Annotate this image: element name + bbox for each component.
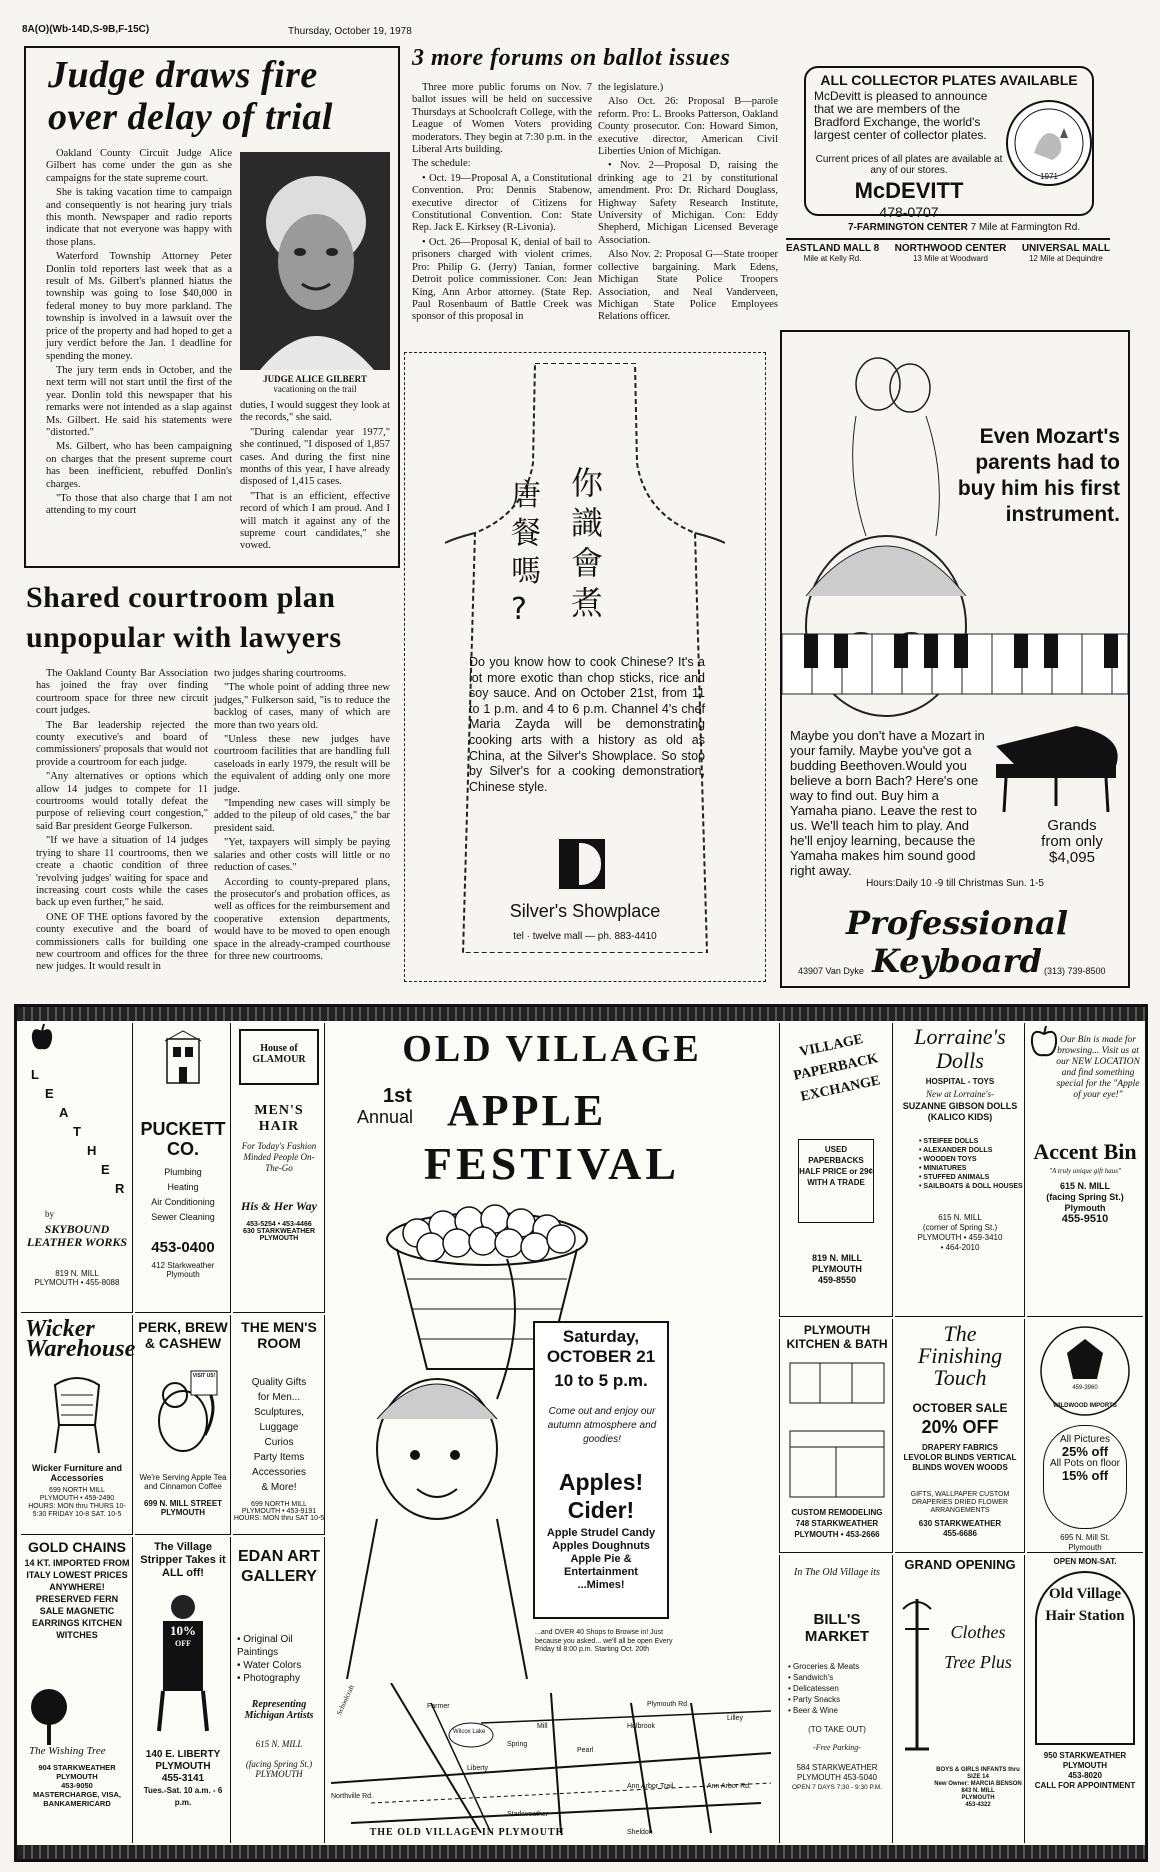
ad-finishing-touch [895, 1319, 1025, 1553]
mcdevitt-ad [786, 66, 1110, 272]
street-lilley: Lilley [727, 1715, 743, 1722]
wildwood-name: WILDWOOD IMPORTS [1053, 1403, 1117, 1409]
leather-letters: L E A T H E R [31, 1067, 125, 1196]
silvers-name: Silver's Showplace [509, 901, 661, 921]
ad-lorraines-dolls [895, 1023, 1025, 1317]
glamour-name: MEN'S HAIR [254, 1103, 304, 1134]
silvers-logo [559, 839, 605, 889]
mensroom-name: THE MEN'S ROOM [241, 1319, 317, 1351]
ad-gold-chains [21, 1537, 133, 1843]
court-headline-1: Shared courtroom plan [26, 581, 336, 614]
stripper-figure [153, 1593, 213, 1733]
ad-hair-station [1027, 1555, 1143, 1843]
stripper-badge: 10% OFF [170, 1623, 196, 1648]
edan-items: • Original Oil Paintings • Water Colors • Photography [237, 1634, 302, 1684]
festival-apples: Apples! [558, 1469, 644, 1495]
puckett-address: 412 Starkweather Plymouth [151, 1261, 215, 1279]
glamour-tag: For Today's Fashion Minded People On-The-Go [241, 1141, 317, 1173]
chinese-text-col-2: 唐 餐 嗎 ? [511, 478, 541, 627]
festival-items: Apple Strudel Candy Apples Doughnuts Apple Pie & Entertainment ...Mimes! [546, 1527, 656, 1591]
court-column-2: two judges sharing courtrooms. "The whole point of adding three new judges," Fulkerson said, "is to reduce the backlog of cases, many of which are more than two years old. "Unless these new judges have courtroom facilities that are handling full caseloads in early 1979, the result will be the equivalent of adding only one more judge. "Impending new cases will simply be added to the pileup of old cases," the bar president said. "Yet, taxpayers will simply be paying salaries and other costs will little or no reduction of cases." According to county-prepared plans, the prosecutor's and probation offices, as well as offices for the reimbursement and cooperative extension departments, would have to be moved to open enough space in the already-cramped courthouse for three new courtrooms. [214, 668, 390, 962]
judge-column-2: duties, I would suggest they look at the records," she said. "During calendar year 1977," she continued, "I disposed of 1,857 cases. And during the first nine months of this year, I have already disposed of 1,415 cases. "That is an efficient, effective record of which I am proud. And I will match it against any of the supreme court candidates," she vowed. [240, 400, 390, 552]
ad-clothes-tree [895, 1555, 1025, 1843]
festival-cider: Cider! [567, 1497, 635, 1523]
bills-parking: -Free Parking- [813, 1743, 861, 1752]
ad-plymouth-kitchen [779, 1319, 893, 1553]
mozart-phone: (313) 739-8500 [1044, 966, 1106, 976]
mozart-price-block: Grands from only $4,095 [1041, 817, 1103, 866]
puckett-name: PUCKETT CO. [140, 1119, 226, 1159]
festival-date-2: OCTOBER 21 [546, 1347, 656, 1366]
wishing-tree-image [29, 1687, 69, 1747]
perk-name: PERK, BREW & CASHEW [138, 1319, 228, 1351]
hair-name: Old Village Hair Station [1035, 1571, 1135, 1745]
festival-title-3: FESTIVAL [423, 1138, 681, 1189]
ad-leather [21, 1023, 133, 1313]
ad-glamour [233, 1023, 325, 1313]
judge-headline-1: Judge draws fire [48, 54, 318, 96]
mozart-address: 43907 Van Dyke [798, 966, 864, 976]
bills-items: • Groceries & Meats • Sandwich's • Delicatessen • Party Snacks • Beer & Wine [788, 1662, 860, 1715]
festival-apple: APPLE [447, 1086, 607, 1135]
accent-intro: Our Bin is made for browsing... Visit us at our NEW LOCATION and find something special for the "Apple of your eye!" [1056, 1035, 1140, 1100]
puckett-services: Plumbing Heating Air Conditioning Sewer Cleaning [151, 1167, 215, 1222]
ad-accent-bin [1027, 1023, 1143, 1317]
ad-bills-market [779, 1555, 893, 1843]
kitchen-address: CUSTOM REMODELING 748 STARKWEATHER PLYMOUTH • 453-2666 [791, 1508, 883, 1539]
mcdevitt-name: McDEVITT [854, 178, 964, 203]
mcdevitt-center: 7-FARMINGTON CENTER 7 Mile at Farmington Rd. [848, 222, 1081, 233]
wicker-name: Wicker Warehouse [25, 1316, 136, 1362]
mcdevitt-phone: 478-0707 [879, 204, 939, 220]
ad-mens-room [233, 1315, 325, 1535]
mensroom-items: Quality Gifts for Men... Sculptures, Luggage Curios Party Items Accessories & More! [251, 1377, 307, 1493]
forums-column-1: Three more public forums on Nov. 7 ballot issues will be held on successive Thursdays at Schoolcraft College, with the League of Women Voters providing moderators. They begin at 7:30 p.m. in the Liberal Arts building. The schedule: • Oct. 19—Proposal A, a Constitutional Convention. Pro: Dennis Stabenow, executive director of Citizens for Constitutional Convention. Con: State Rep. Jack E. Kirksey (R-Livonia). • Oct. 26—Proposal K, denial of bail to prisoners charged with violent crimes. Pro: Philip G. (Jerry) Tanian, former Detroit police commissioner. Con: Jean King, Ann Arbor attorney. (State Rep. Paul Rosenbaum of Battle Creek was sponsor of this proposal in [412, 82, 592, 323]
street-schoolcraft: Schoolcraft [335, 1683, 356, 1717]
wicker-chair-image [45, 1375, 109, 1455]
finishing-sale: OCTOBER SALE [912, 1401, 1008, 1415]
accent-tag: "A truly unique gift haus" [1049, 1167, 1121, 1175]
ad-village-stripper [135, 1537, 231, 1843]
finishing-items: DRAPERY FABRICS LEVOLOR BLINDS VERTICAL BLINDS WOVEN WOODS [903, 1443, 1017, 1472]
judge-headline-2: over delay of trial [48, 96, 333, 138]
wildwood-phone: 459-3960 [1072, 1385, 1098, 1391]
festival-annual: Annual [357, 1107, 414, 1127]
glamour-sub: His & Her Way [241, 1199, 317, 1213]
mozart-headline: Even Mozart's parents had to buy him his first instrument. [957, 425, 1120, 526]
wicker-address: 699 NORTH MILL PLYMOUTH • 459-2490 HOURS: MON thru THURS 10-5:30 FRIDAY 10-8 SAT. 10-5 [28, 1487, 126, 1518]
edan-address: 615 N. MILL (facing Spring St.) PLYMOUTH [245, 1739, 313, 1779]
chinese-text-col-1: 你 識 會 煮 [571, 464, 604, 622]
finishing-gifts: GIFTS, WALLPAPER CUSTOM DRAPERIES DRIED FLOWER ARRANGEMENTS [910, 1491, 1010, 1514]
mcdevitt-sub: Current prices of all plates are available at any of our stores. [815, 154, 1003, 176]
court-headline-2: unpopular with lawyers [26, 621, 342, 654]
lorraine-address: 615 N. MILL (corner of Spring St.) PLYMOUTH • 459-3410 • 464-2010 [917, 1213, 1003, 1252]
street-farmer: Farmer [427, 1703, 450, 1710]
mcdevitt-title: ALL COLLECTOR PLATES AVAILABLE [820, 72, 1078, 88]
plate-year: 1971 [1040, 172, 1058, 181]
forums-column-2: the legislature.) Also Oct. 26: Proposal B—parole reform. Pro: L. Brooks Patterson, Oakland County prosecutor. Con: Howard Simon, executive director, American Civil Liberties Union of Michigan. • Nov. 2—Proposal D, raising the drinking age to 21 by constitutional amendment. Pro: Dr. Richard Douglass, Highway Safety Research Institute, University of Michigan. Con: Eddy Shepherd, Michigan Licensed Beverage Association. Also Nov. 2: Proposal G—State trooper collective bargaining. Mark Edens, Michigan State Police Troopers Association, and Neal Vanderveen, Michigan State Police Employees Relations officer. [598, 82, 778, 323]
street-mill: Mill [537, 1723, 548, 1730]
glamour-address: 453-5254 • 453-4466 630 STARKWEATHER PLYMOUTH [242, 1221, 316, 1242]
street-starkweather: Starkweather [507, 1811, 549, 1818]
street-liberty: Liberty [467, 1765, 489, 1772]
court-column-1: The Oakland County Bar Association has joined the fray over finding courtroom space for three new circuit court judges. The Bar leadership rejected the county executive's and board of commissioners' proposals that would not provide a courtroom for each judge. "Any alternatives or options which allow 14 judges to compete for 11 courtrooms would totally defeat the purpose of relieving court congestion," said Bar president George Fulkerson. "If we have a situation of 14 judges trying to share 11 courtrooms, then we create a chaotic condition of three 'revolving judges' waiting for space and increasing court costs while the cases back up even further," he said. ONE OF THE options favored by the county executive and the board of commissioners calls for building one new courtroom and offices for the three new judges. It would result in [36, 668, 208, 973]
ad-wildwood-imports [1027, 1319, 1143, 1553]
street-sheldon: Sheldon [627, 1829, 653, 1836]
paperback-used: USED PAPERBACKS HALF PRICE or 29¢ WITH A TRADE [798, 1139, 874, 1223]
mozart-ad [780, 330, 1130, 988]
clothes-name: Clothes Tree Plus [944, 1622, 1012, 1672]
accent-name: Accent Bin [1033, 1139, 1137, 1164]
forums-headline: 3 more forums on ballot issues [412, 45, 731, 71]
street-pearl: Pearl [577, 1747, 594, 1754]
ad-edan-gallery [233, 1537, 325, 1843]
leather-by: by [45, 1209, 54, 1219]
leather-address: 819 N. MILL PLYMOUTH • 455-8088 [34, 1269, 120, 1287]
kitchen-name: PLYMOUTH KITCHEN & BATH [786, 1323, 888, 1351]
puckett-phone: 453-0400 [151, 1239, 215, 1256]
perk-address: 699 N. MILL STREET PLYMOUTH [143, 1499, 223, 1517]
silvers-body: Do you know how to cook Chinese? It's a lot more exotic than chop sticks, rice and soy sauce. And on October 21st, from 11 to 1 p.m. and 4 to 6 p.m. Channel 4's chef Maria Zayda will be demonstrating cooking arts with a history as old as China, at the Silver's Showplace. So stop by Silver's for a cooking demonstration, Chinese style. [469, 655, 705, 794]
street-plymouth-rd: Plymouth Rd. [647, 1701, 690, 1708]
finishing-off: 20% OFF [921, 1417, 999, 1437]
bottom-border-stripe [17, 1845, 1145, 1859]
street-ann-arbor-trail: Ann Arbor Trail [627, 1783, 674, 1790]
mozart-hours: Hours:Daily 10 -9 till Christmas Sun. 1-5 [866, 878, 1044, 889]
lorraine-sub: HOSPITAL - TOYS [925, 1077, 995, 1086]
accent-address: 615 N. MILL (facing Spring St.) Plymouth 455-9510 [1046, 1181, 1124, 1225]
judge-photo [240, 152, 390, 370]
old-village-map [331, 1683, 773, 1833]
perk-body: We're Serving Apple Tea and Cinnamon Coffee [139, 1473, 227, 1491]
clothes-grand: GRAND OPENING [904, 1557, 1016, 1572]
page-date: Thursday, October 19, 1978 [288, 26, 412, 37]
festival-info-box [533, 1321, 669, 1619]
mozart-body: Maybe you don't have a Mozart in your family. Maybe you've got a budding Beethoven.Would you believe a born Bach? Here's one way to find out. Buy him a Yamaha piano. Leave the rest to us. We'll teach him to play. And he'll enjoy learning, because the Yamaha makes him sound good right away. [790, 728, 985, 878]
street-holbrook: Holbrook [627, 1723, 656, 1730]
festival-ad [327, 1023, 777, 1843]
kitchen-image [788, 1361, 886, 1501]
ad-paperback-exchange [779, 1023, 893, 1317]
top-border-stripe [17, 1007, 1145, 1021]
street-northville: Northville Rd. [331, 1793, 374, 1800]
perk-sign: VISIT US! [192, 1373, 216, 1379]
judge-article-box [24, 46, 400, 568]
glamour-logo: House of GLAMOUR [239, 1029, 319, 1085]
bills-intro: In The Old Village its [794, 1567, 880, 1578]
grand-piano-image [986, 716, 1126, 816]
gold-name: GOLD CHAINS [28, 1539, 126, 1555]
building-icon [163, 1029, 203, 1085]
hair-address: 950 STARKWEATHER PLYMOUTH 453-8020 CALL FOR APPOINTMENT [1034, 1751, 1136, 1790]
mcdevitt-body: McDevitt is pleased to announce that we are members of the Bradford Exchange, the world's largest center of collector plates. [814, 89, 988, 142]
ad-wicker [21, 1315, 136, 1535]
apple-icon [29, 1023, 55, 1053]
lorraine-suzanne: SUZANNE GIBSON DOLLS (KALICO KIDS) [902, 1101, 1018, 1122]
old-village-block [14, 1004, 1148, 1862]
street-spring: Spring [507, 1741, 528, 1748]
gold-shop: The Wishing Tree [29, 1745, 106, 1757]
wicker-body: Wicker Furniture and Accessories [32, 1463, 122, 1483]
edan-name: EDAN ART GALLERY [237, 1548, 321, 1585]
stripper-name: The Village Stripper Takes it ALL off! [140, 1541, 226, 1579]
bills-takeout: (TO TAKE OUT) [808, 1725, 866, 1734]
lorraine-name: Lorraine's Dolls [914, 1024, 1006, 1073]
judge-column-1: Oakland County Circuit Judge Alice Gilbert has come under the gun as she campaigns for the state supreme court. She is taking vacation time to campaign and consequently is not hearing jury trials this month. Newspaper and radio reports indicate that not everyone was happy with those plans. Waterford Township Attorney Peter Donlin told reporters last week that as a result of Ms. Gilbert's planned hiatus the township was going to lose $40,000 in federal money to buy more parkland. The township is involved in a lawsuit over the price of the property and had hoped to get a jury verdict before the Jan. 1 deadline for spending the money. The jury term ends in October, and the next term will not start until the first of the year. Donlin told this newspaper that his remarks were not intended as a slap against Ms. Gilbert. He said his statements were "distorted." Ms. Gilbert, who has been campaigning on charges that the present supreme court has been inefficient, rebuffed Donlin's charges. "To those that also charge that I am not attending to my court [46, 148, 232, 517]
lorraine-new: New at Lorraine's- [926, 1089, 994, 1099]
lorraine-list: • STEIFEE DOLLS • ALEXANDER DOLLS • WOODEN TOYS • MINIATURES • STUFFED ANIMALS • SAILBOATS & DOLL HOUSES [919, 1138, 1023, 1190]
finishing-address: 630 STARKWEATHER 455-6686 [918, 1519, 1002, 1538]
wildwood-address: 695 N. Mill St. Plymouth [1060, 1533, 1110, 1552]
ad-perk-brew [135, 1315, 231, 1535]
festival-time: 10 to 5 p.m. [554, 1371, 648, 1390]
paperback-name: VILLAGE PAPERBACK EXCHANGE [792, 1031, 882, 1105]
gold-address: 904 STARKWEATHER PLYMOUTH 453-9050 MASTERCHARGE, VISA, BANKAMERICARD [33, 1763, 121, 1808]
festival-invite: Come out and enjoy our autumn atmosphere and goodies! [547, 1406, 657, 1445]
bills-name: BILL'S MARKET [804, 1611, 870, 1645]
page-code: 8A(O)(Wb-14D,S-9B,F-15C) [22, 24, 150, 35]
mcdevitt-malls: EASTLAND MALL 8 Mile at Kelly Rd. NORTHWOOD CENTER 13 Mile at Woodward UNIVERSAL MALL 12 Mile at Dequindre [786, 238, 1110, 263]
festival-title-1: OLD VILLAGE [402, 1028, 702, 1070]
professional-keyboard-logo: Professional Keyboard [845, 904, 1069, 980]
map-wilcox-lake: Wilcox Lake [453, 1729, 486, 1735]
silvers-contact: tel · twelve mall — ph. 883-4410 [513, 931, 657, 942]
map-title: THE OLD VILLAGE IN PLYMOUTH [369, 1827, 565, 1838]
stripper-address: 140 E. LIBERTY PLYMOUTH 455-3141 Tues.-Sat. 10 a.m. - 6 p.m. [143, 1749, 223, 1807]
street-ann-arbor-rd: Ann Arbor Rd. [707, 1783, 751, 1790]
paperback-address: 819 N. MILL PLYMOUTH 459-8550 [811, 1253, 862, 1285]
festival-shops: ...and OVER 40 Shops to Browse in! Just because you asked... we'll all be open Every Friday til 8:00 p.m. Starting Oct. 20th [535, 1629, 673, 1653]
coat-rack-image [899, 1589, 935, 1759]
piano-keys [782, 624, 1128, 704]
judge-caption: JUDGE ALICE GILBERT vacationing on the trail [263, 374, 367, 394]
wildwood-offer: All Pictures 25% off All Pots on floor 15% off [1043, 1425, 1127, 1529]
festival-date-1: Saturday, [562, 1327, 640, 1346]
clothes-address: BOYS & GIRLS INFANTS thru SIZE 14 New Owner: MARCIA BENSON 843 N. MILL PLYMOUTH 453-4322 [934, 1767, 1022, 1808]
festival-first: 1st [383, 1085, 412, 1107]
edan-rep: Representing Michigan Artists [244, 1699, 314, 1721]
hair-open: OPEN MON-SAT. [1053, 1557, 1117, 1566]
ad-puckett [135, 1023, 231, 1313]
silvers-ad [404, 352, 766, 982]
mensroom-address: 699 NORTH MILL PLYMOUTH • 453-9191 HOURS: MON thru SAT 10-5 [233, 1501, 325, 1522]
bills-address: 584 STARKWEATHER PLYMOUTH 453-5040 OPEN 7 DAYS 7:30 - 9:30 P.M. [791, 1763, 883, 1791]
gold-body: 14 KT. IMPORTED FROM ITALY LOWEST PRICES ANYWHERE! PRESERVED FERN SALE MAGNETIC EARRINGS KITCHEN WITCHES [24, 1558, 130, 1640]
leather-name: SKYBOUND LEATHER WORKS [26, 1222, 128, 1249]
finishing-name: The Finishing Touch [917, 1321, 1003, 1390]
